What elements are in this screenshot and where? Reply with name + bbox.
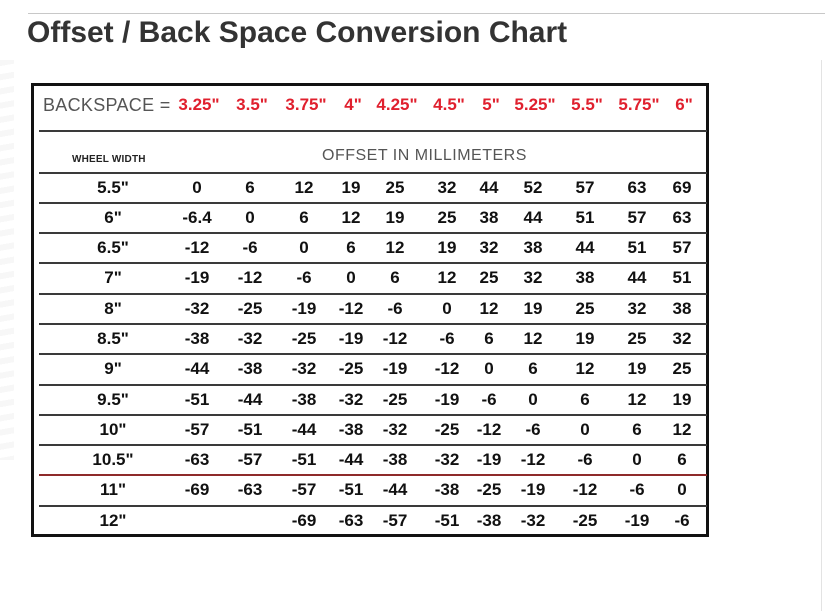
- offset-cell: 12: [523, 329, 543, 348]
- offset-cell: 32: [479, 238, 499, 257]
- offset-cell: -51: [291, 450, 317, 469]
- offset-cell: 57: [627, 208, 647, 227]
- table-row: [34, 445, 706, 475]
- offset-cell: -6: [525, 420, 541, 439]
- offset-cell: -38: [476, 511, 502, 530]
- offset-cell: -19: [520, 480, 546, 499]
- offset-cell: 12: [385, 238, 405, 257]
- table-row: [34, 173, 706, 203]
- offset-cell: 38: [523, 238, 543, 257]
- offset-cell: 19: [437, 238, 457, 257]
- offset-cell: -38: [184, 329, 210, 348]
- offset-cell: -6: [296, 268, 312, 287]
- offset-cell: -32: [184, 299, 210, 318]
- table-row: [34, 233, 706, 263]
- offset-cell: -12: [338, 299, 364, 318]
- offset-cell: -19: [476, 450, 502, 469]
- table-row: [34, 294, 706, 324]
- offset-cell: 0: [484, 359, 494, 378]
- offset-cell: 12: [627, 390, 647, 409]
- offset-cell: 32: [523, 268, 543, 287]
- offset-cell: 38: [672, 299, 692, 318]
- offset-cell: -25: [476, 480, 502, 499]
- backspace-value: 4": [344, 95, 362, 114]
- offset-cell: -6: [481, 390, 497, 409]
- backspace-label: BACKSPACE =: [43, 95, 171, 115]
- background-decoration: [0, 60, 14, 460]
- wheel-width-cell: 8": [104, 299, 122, 318]
- top-divider: [28, 13, 825, 14]
- offset-cell: 57: [575, 178, 595, 197]
- table-row: [34, 415, 706, 445]
- offset-cell: -32: [520, 511, 546, 530]
- offset-header: OFFSET IN MILLIMETERS: [322, 147, 527, 164]
- offset-cell: -6: [629, 480, 645, 499]
- offset-cell: -32: [338, 390, 364, 409]
- offset-cell: -12: [520, 450, 546, 469]
- divider-line: [39, 130, 707, 132]
- offset-cell: 12: [672, 420, 692, 439]
- offset-cell: -6.4: [182, 208, 212, 227]
- table-row: [34, 385, 706, 415]
- offset-cell: 0: [528, 390, 538, 409]
- table-row: [34, 203, 706, 233]
- offset-cell: -69: [291, 511, 317, 530]
- offset-cell: 51: [575, 208, 595, 227]
- wheel-width-cell: 6.5": [97, 238, 129, 257]
- offset-cell: -38: [382, 450, 408, 469]
- offset-cell: -57: [382, 511, 408, 530]
- offset-cell: -44: [382, 480, 408, 499]
- offset-cell: 6: [580, 390, 590, 409]
- offset-cell: -25: [237, 299, 263, 318]
- backspace-value: 3.75": [285, 95, 327, 114]
- offset-cell: 6: [484, 329, 494, 348]
- offset-cell: -12: [434, 359, 460, 378]
- wheel-width-cell: 10.5": [92, 450, 134, 469]
- offset-cell: -19: [291, 299, 317, 318]
- offset-cell: -19: [434, 390, 460, 409]
- offset-cell: 0: [632, 450, 642, 469]
- offset-cell: 25: [672, 359, 692, 378]
- offset-cell: -38: [291, 390, 317, 409]
- offset-cell: 12: [341, 208, 361, 227]
- offset-cell: 63: [627, 178, 647, 197]
- offset-cell: -32: [237, 329, 263, 348]
- offset-cell: -38: [434, 480, 460, 499]
- offset-cell: 12: [479, 299, 499, 318]
- offset-cell: -19: [184, 268, 210, 287]
- offset-cell: 6: [390, 268, 400, 287]
- offset-cell: -32: [382, 420, 408, 439]
- offset-cell: -19: [382, 359, 408, 378]
- offset-cell: -12: [237, 268, 263, 287]
- offset-cell: -12: [184, 238, 210, 257]
- offset-cell: -25: [572, 511, 598, 530]
- offset-cell: 69: [672, 178, 692, 197]
- offset-cell: 44: [479, 178, 499, 197]
- backspace-row: [34, 86, 706, 130]
- offset-cell: -44: [338, 450, 364, 469]
- offset-cell: 6: [346, 238, 356, 257]
- offset-cell: 0: [192, 178, 202, 197]
- offset-cell: -51: [184, 390, 210, 409]
- offset-cell: 19: [672, 390, 692, 409]
- backspace-value: 3.25": [178, 95, 220, 114]
- offset-cell: -63: [184, 450, 210, 469]
- offset-cell: -6: [387, 299, 403, 318]
- offset-cell: -63: [338, 511, 364, 530]
- offset-cell: -32: [291, 359, 317, 378]
- backspace-value: 6": [675, 95, 693, 114]
- backspace-value: 5": [482, 95, 500, 114]
- offset-cell: 0: [346, 268, 356, 287]
- offset-cell: 12: [575, 359, 595, 378]
- offset-cell: -57: [184, 420, 210, 439]
- wheel-width-header: WHEEL WIDTH: [72, 154, 146, 165]
- table-row: [34, 475, 706, 505]
- offset-cell: -44: [184, 359, 210, 378]
- page-title: Offset / Back Space Conversion Chart: [27, 16, 568, 49]
- wheel-width-cell: 10": [99, 420, 127, 439]
- offset-cell: 63: [672, 208, 692, 227]
- wheel-width-cell: 12": [99, 511, 127, 530]
- offset-cell: -25: [434, 420, 460, 439]
- wheel-width-cell: 9": [104, 359, 122, 378]
- offset-cell: -32: [434, 450, 460, 469]
- offset-cell: -12: [382, 329, 408, 348]
- conversion-chart: [31, 83, 709, 537]
- offset-cell: -63: [237, 480, 263, 499]
- wheel-width-cell: 9.5": [97, 390, 129, 409]
- offset-cell: -19: [338, 329, 364, 348]
- offset-cell: -6: [242, 238, 258, 257]
- offset-cell: 38: [575, 268, 595, 287]
- offset-cell: 0: [299, 238, 309, 257]
- backspace-value: 3.5": [236, 95, 268, 114]
- table-row: [34, 354, 706, 384]
- offset-cell: 0: [580, 420, 590, 439]
- offset-cell: 6: [528, 359, 538, 378]
- offset-cell: -57: [291, 480, 317, 499]
- offset-cell: 6: [299, 208, 309, 227]
- offset-cell: -25: [291, 329, 317, 348]
- offset-cell: 44: [523, 208, 543, 227]
- offset-cell: 51: [672, 268, 692, 287]
- offset-cell: -25: [338, 359, 364, 378]
- offset-cell: 32: [437, 178, 457, 197]
- offset-cell: 51: [627, 238, 647, 257]
- table-row: [34, 506, 706, 536]
- offset-cell: -44: [291, 420, 317, 439]
- offset-cell: 38: [479, 208, 499, 227]
- offset-cell: 25: [479, 268, 499, 287]
- offset-cell: 57: [672, 238, 692, 257]
- offset-cell: -6: [439, 329, 455, 348]
- offset-cell: -69: [184, 480, 210, 499]
- offset-cell: 0: [442, 299, 452, 318]
- offset-cell: -51: [434, 511, 460, 530]
- offset-cell: 12: [437, 268, 457, 287]
- offset-cell: 25: [385, 178, 405, 197]
- offset-cell: 12: [294, 178, 314, 197]
- offset-cell: 6: [245, 178, 255, 197]
- wheel-width-cell: 5.5": [97, 178, 129, 197]
- offset-cell: 0: [677, 480, 687, 499]
- offset-cell: 0: [245, 208, 255, 227]
- offset-cell: 25: [437, 208, 457, 227]
- right-divider: [821, 60, 822, 611]
- offset-cell: 52: [523, 178, 543, 197]
- offset-cell: 44: [627, 268, 647, 287]
- offset-cell: 32: [627, 299, 647, 318]
- backspace-value: 5.5": [571, 95, 603, 114]
- backspace-value: 5.25": [514, 95, 556, 114]
- offset-cell: -6: [674, 511, 690, 530]
- offset-cell: 19: [523, 299, 543, 318]
- wheel-width-cell: 8.5": [97, 329, 129, 348]
- offset-cell: 6: [677, 450, 687, 469]
- offset-cell: 44: [575, 238, 595, 257]
- offset-cell: 19: [627, 359, 647, 378]
- offset-cell: -25: [382, 390, 408, 409]
- backspace-value: 4.25": [376, 95, 418, 114]
- table-row: [34, 324, 706, 354]
- offset-cell: 19: [385, 208, 405, 227]
- backspace-value: 4.5": [433, 95, 465, 114]
- offset-cell: -38: [338, 420, 364, 439]
- offset-cell: -12: [572, 480, 598, 499]
- offset-cell: 25: [575, 299, 595, 318]
- offset-cell: -6: [577, 450, 593, 469]
- backspace-value: 5.75": [618, 95, 660, 114]
- offset-cell: -38: [237, 359, 263, 378]
- wheel-width-cell: 6": [104, 208, 122, 227]
- offset-cell: -12: [476, 420, 502, 439]
- table-row: [34, 263, 706, 293]
- wheel-width-cell: 11": [99, 480, 127, 499]
- offset-cell: 19: [341, 178, 361, 197]
- offset-cell: -51: [338, 480, 364, 499]
- offset-cell: 25: [627, 329, 647, 348]
- offset-cell: 19: [575, 329, 595, 348]
- offset-cell: 6: [632, 420, 642, 439]
- offset-cell: -19: [624, 511, 650, 530]
- offset-cell: -44: [237, 390, 263, 409]
- offset-cell: 32: [672, 329, 692, 348]
- offset-cell: -57: [237, 450, 263, 469]
- offset-cell: -51: [237, 420, 263, 439]
- wheel-width-cell: 7": [104, 268, 122, 287]
